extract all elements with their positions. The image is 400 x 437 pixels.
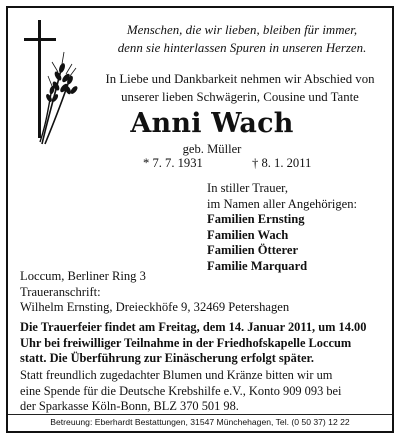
donation-line-1: Statt freundlich zugedachter Blumen und Kränze bitten wir um — [20, 368, 333, 382]
ceremony-line-2: Uhr bei freiwilliger Teilnahme in der Friedhofskapelle Loccum — [20, 335, 352, 350]
quote-line-1: Menschen, die wir lieben, bleiben für immer, — [126, 23, 358, 37]
funeral-ceremony-info — [20, 320, 392, 367]
donation-request — [20, 368, 392, 415]
mourners-line-2: im Namen aller Angehörigen: — [207, 196, 358, 211]
address-line-1: Loccum, Berliner Ring 3 — [20, 269, 146, 283]
maiden-name: geb. Müller — [182, 142, 242, 156]
deceased-name: Anni Wach — [130, 108, 294, 139]
quote-line-2: denn sie hinterlassen Spuren in unseren Herzen. — [117, 41, 367, 55]
intro-line-2: unserer lieben Schwägerin, Cousine und Tante — [121, 90, 359, 104]
donation-line-2: eine Spende für die Deutsche Krebshilfe e.V., Konto 909 093 bei — [20, 383, 342, 398]
intro-line-1: In Liebe und Dankbarkeit nehmen wir Abschied von — [105, 72, 375, 86]
address-line-2: Traueranschrift: — [20, 284, 101, 299]
family-name: Familien Ötterer — [207, 243, 299, 257]
memorial-quote — [92, 21, 392, 57]
mourning-address — [20, 269, 392, 316]
footer-divider — [8, 414, 392, 415]
address-line-3: Wilhelm Ernsting, Dreieckhöfe 9, 32469 Petershagen — [20, 300, 290, 314]
cross-with-wheat-ears-icon — [18, 18, 80, 148]
farewell-intro — [86, 70, 394, 106]
mourners-block — [207, 181, 397, 274]
family-name: Familien Ernsting — [207, 212, 305, 226]
donation-line-3: der Sparkasse Köln-Bonn, BLZ 370 501 98. — [20, 399, 239, 413]
birth-date: * 7. 7. 1931 — [143, 156, 203, 170]
family-name: Familien Wach — [207, 227, 289, 242]
mourners-line-1: In stiller Trauer, — [207, 181, 288, 195]
ceremony-line-3: statt. Die Überführung zur Einäscherung erfolgt später. — [20, 351, 314, 365]
funeral-home-footer: Betreuung: Eberhardt Bestattungen, 31547 Münchehagen, Tel. (0 50 37) 12 22 — [50, 417, 350, 427]
family-name: Familie Marquard — [207, 258, 308, 273]
ceremony-line-1: Die Trauerfeier findet am Freitag, dem 14. Januar 2011, um 14.00 — [20, 320, 367, 334]
death-date: † 8. 1. 2011 — [252, 156, 312, 170]
